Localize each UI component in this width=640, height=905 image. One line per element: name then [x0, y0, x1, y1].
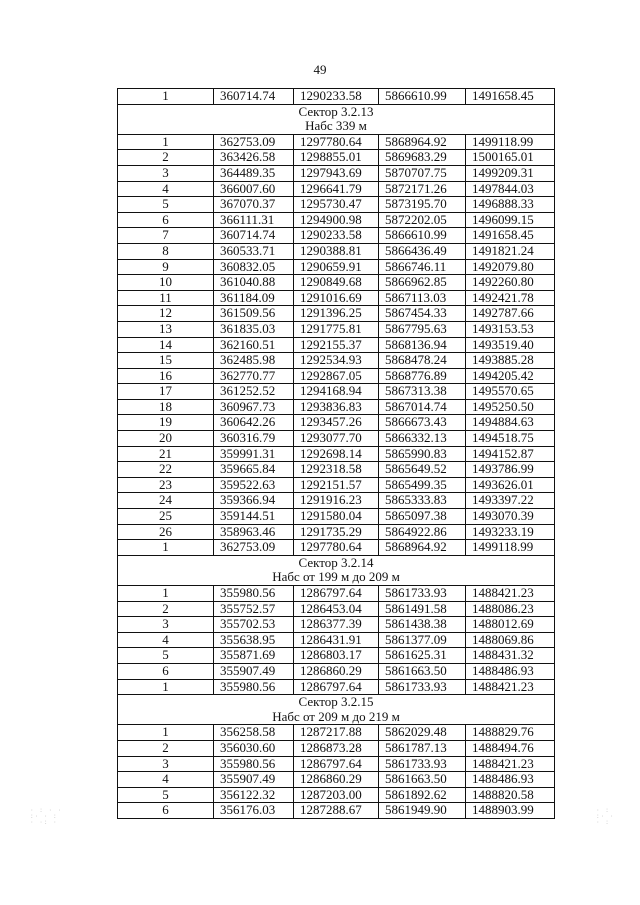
point-number-cell: 4: [118, 632, 214, 648]
table-row: [118, 243, 555, 259]
coordinate-cell: 5866962.85: [379, 275, 466, 291]
coordinate-cell: 1290659.91: [294, 259, 379, 275]
point-number-cell: 19: [118, 415, 214, 431]
point-number-cell: 6: [118, 663, 214, 679]
point-number-cell: 5: [118, 648, 214, 664]
point-number-cell: 6: [118, 803, 214, 819]
coordinate-cell: 1291016.69: [294, 290, 379, 306]
coordinate-cell: 5867313.38: [379, 384, 466, 400]
point-number-cell: 3: [118, 165, 214, 181]
coordinate-cell: 356030.60: [214, 740, 294, 756]
coordinate-cell: 1291775.81: [294, 321, 379, 337]
coordinate-cell: 5868136.94: [379, 337, 466, 353]
coordinate-cell: 5861663.50: [379, 772, 466, 788]
sector-height-row: [118, 710, 555, 725]
table-row: [118, 275, 555, 291]
coordinate-cell: 5861787.13: [379, 740, 466, 756]
coordinate-cell: 1492421.78: [466, 290, 555, 306]
coordinate-cell: 1494152.87: [466, 446, 555, 462]
coordinate-cell: 5861733.93: [379, 756, 466, 772]
coordinate-cell: 1286803.17: [294, 648, 379, 664]
coordinate-cell: 356258.58: [214, 725, 294, 741]
table-row: [118, 212, 555, 228]
coordinate-cell: 1500165.01: [466, 150, 555, 166]
sector-height: Набс от 199 м до 209 м: [118, 570, 555, 585]
coordinate-cell: 1292318.58: [294, 462, 379, 478]
point-number-cell: 2: [118, 150, 214, 166]
coordinate-cell: 362770.77: [214, 368, 294, 384]
coordinate-cell: 355638.95: [214, 632, 294, 648]
coordinate-cell: 5866610.99: [379, 89, 466, 105]
coordinate-cell: 364489.35: [214, 165, 294, 181]
coordinate-cell: 1499209.31: [466, 165, 555, 181]
table-row: [118, 462, 555, 478]
coordinate-cell: 1297780.64: [294, 540, 379, 556]
coordinate-cell: 5867454.33: [379, 306, 466, 322]
table-row: [118, 259, 555, 275]
point-number-cell: 2: [118, 601, 214, 617]
sector-title-row: [118, 555, 555, 570]
coordinate-cell: 1488820.58: [466, 787, 555, 803]
coordinate-cell: 1488012.69: [466, 617, 555, 633]
point-number-cell: 14: [118, 337, 214, 353]
coordinate-cell: 355907.49: [214, 663, 294, 679]
table-row: [118, 725, 555, 741]
coordinate-cell: 1488421.23: [466, 756, 555, 772]
table-row: [118, 803, 555, 819]
sector-title: Сектор 3.2.15: [118, 695, 555, 710]
coordinate-cell: 1492260.80: [466, 275, 555, 291]
point-number-cell: 1: [118, 89, 214, 105]
point-number-cell: 25: [118, 509, 214, 525]
coordinate-cell: 1491658.45: [466, 228, 555, 244]
coordinate-cell: 360967.73: [214, 399, 294, 415]
coordinate-cell: 362753.09: [214, 134, 294, 150]
sector-height: Набс от 209 м до 219 м: [118, 710, 555, 725]
coordinate-cell: 5872202.05: [379, 212, 466, 228]
table-row: [118, 648, 555, 664]
sector-height-row: [118, 570, 555, 585]
coordinate-cell: 5861892.62: [379, 787, 466, 803]
table-row: [118, 353, 555, 369]
page-number: 49: [313, 62, 327, 77]
coordinate-cell: 362160.51: [214, 337, 294, 353]
coordinate-cell: 1493233.19: [466, 524, 555, 540]
coordinate-cell: 1493153.53: [466, 321, 555, 337]
coordinate-cell: 1287288.67: [294, 803, 379, 819]
table-row: [118, 337, 555, 353]
point-number-cell: 3: [118, 756, 214, 772]
sector-title: Сектор 3.2.14: [118, 555, 555, 570]
coordinate-cell: 5861438.38: [379, 617, 466, 633]
coordinate-cell: 5861949.90: [379, 803, 466, 819]
table-row: [118, 617, 555, 633]
coordinate-cell: 359665.84: [214, 462, 294, 478]
table-row: [118, 632, 555, 648]
coordinate-cell: 5861491.58: [379, 601, 466, 617]
coordinate-cell: 5861733.93: [379, 679, 466, 695]
coordinate-cell: 5861733.93: [379, 586, 466, 602]
table-row: [118, 290, 555, 306]
table-row: [118, 165, 555, 181]
point-number-cell: 8: [118, 243, 214, 259]
coordinate-cell: 1286797.64: [294, 586, 379, 602]
coordinate-cell: 1494884.63: [466, 415, 555, 431]
point-number-cell: 1: [118, 725, 214, 741]
coordinate-cell: 1488086.23: [466, 601, 555, 617]
coordinate-cell: 355907.49: [214, 772, 294, 788]
coordinate-cell: 5868964.92: [379, 540, 466, 556]
point-number-cell: 22: [118, 462, 214, 478]
coordinate-cell: 1290233.58: [294, 89, 379, 105]
coordinate-cell: 359991.31: [214, 446, 294, 462]
coordinate-cell: 5867014.74: [379, 399, 466, 415]
coordinate-cell: 1292534.93: [294, 353, 379, 369]
table-row: [118, 197, 555, 213]
coordinate-cell: 1295730.47: [294, 197, 379, 213]
point-number-cell: 1: [118, 679, 214, 695]
coordinate-cell: 1496888.33: [466, 197, 555, 213]
coordinate-cell: 1493519.40: [466, 337, 555, 353]
table-row: [118, 540, 555, 556]
coordinate-cell: 5866436.49: [379, 243, 466, 259]
coordinate-cell: 1293457.26: [294, 415, 379, 431]
point-number-cell: 18: [118, 399, 214, 415]
coordinate-cell: 355871.69: [214, 648, 294, 664]
point-number-cell: 4: [118, 772, 214, 788]
coordinate-cell: 361835.03: [214, 321, 294, 337]
table-row: [118, 477, 555, 493]
coordinate-cell: 1495250.50: [466, 399, 555, 415]
coordinate-cell: 5866332.13: [379, 431, 466, 447]
point-number-cell: 24: [118, 493, 214, 509]
coordinate-cell: 5873195.70: [379, 197, 466, 213]
coordinate-cell: 1286873.28: [294, 740, 379, 756]
coordinate-cell: 1291916.23: [294, 493, 379, 509]
coordinate-cell: 360642.26: [214, 415, 294, 431]
coordinate-cell: 1297943.69: [294, 165, 379, 181]
coordinate-cell: 356122.32: [214, 787, 294, 803]
coordinate-cell: 5865649.52: [379, 462, 466, 478]
coordinate-cell: 366111.31: [214, 212, 294, 228]
coordinate-cell: 360316.79: [214, 431, 294, 447]
point-number-cell: 21: [118, 446, 214, 462]
coordinate-cell: 361509.56: [214, 306, 294, 322]
coordinate-cell: 1488494.76: [466, 740, 555, 756]
coordinate-cell: 5866610.99: [379, 228, 466, 244]
coordinate-cell: 5867795.63: [379, 321, 466, 337]
coordinate-cell: 1294900.98: [294, 212, 379, 228]
table-row: [118, 787, 555, 803]
coordinate-cell: 5866746.11: [379, 259, 466, 275]
coordinate-cell: 366007.60: [214, 181, 294, 197]
point-number-cell: 13: [118, 321, 214, 337]
sector-title: Сектор 3.2.13: [118, 104, 555, 119]
point-number-cell: 9: [118, 259, 214, 275]
coordinate-cell: 355980.56: [214, 679, 294, 695]
table-row: [118, 524, 555, 540]
point-number-cell: 4: [118, 181, 214, 197]
coordinates-table: [117, 88, 555, 819]
coordinate-cell: 1493626.01: [466, 477, 555, 493]
coordinate-cell: 5870707.75: [379, 165, 466, 181]
coordinate-cell: 362485.98: [214, 353, 294, 369]
coordinate-cell: 1287217.88: [294, 725, 379, 741]
coordinate-cell: 1491821.24: [466, 243, 555, 259]
coordinate-cell: 355980.56: [214, 586, 294, 602]
table-row: [118, 384, 555, 400]
coordinate-cell: 5865499.35: [379, 477, 466, 493]
coordinate-cell: 367070.37: [214, 197, 294, 213]
coordinate-cell: 361040.88: [214, 275, 294, 291]
coordinate-cell: 363426.58: [214, 150, 294, 166]
point-number-cell: 7: [118, 228, 214, 244]
point-number-cell: 1: [118, 134, 214, 150]
point-number-cell: 20: [118, 431, 214, 447]
coordinate-cell: 1488829.76: [466, 725, 555, 741]
sector-height-row: [118, 119, 555, 134]
coordinate-cell: 1286431.91: [294, 632, 379, 648]
table-row: [118, 663, 555, 679]
coordinate-cell: 355752.57: [214, 601, 294, 617]
coordinate-cell: 1496099.15: [466, 212, 555, 228]
coordinate-cell: 1493070.39: [466, 509, 555, 525]
coordinate-cell: 5865097.38: [379, 509, 466, 525]
point-number-cell: 12: [118, 306, 214, 322]
point-number-cell: 26: [118, 524, 214, 540]
point-number-cell: 10: [118, 275, 214, 291]
table-row: [118, 228, 555, 244]
point-number-cell: 5: [118, 787, 214, 803]
coordinate-cell: 1494205.42: [466, 368, 555, 384]
table-row: [118, 399, 555, 415]
table-row: [118, 586, 555, 602]
coordinate-cell: 1494518.75: [466, 431, 555, 447]
coordinate-cell: 1493397.22: [466, 493, 555, 509]
coordinate-cell: 1488903.99: [466, 803, 555, 819]
point-number-cell: 15: [118, 353, 214, 369]
coordinate-cell: 359522.63: [214, 477, 294, 493]
coordinates-table-body: [118, 89, 555, 819]
table-row: [118, 679, 555, 695]
coordinate-cell: 1291580.04: [294, 509, 379, 525]
coordinate-cell: 1495570.65: [466, 384, 555, 400]
coordinate-cell: 5865333.83: [379, 493, 466, 509]
table-row: [118, 89, 555, 105]
coordinate-cell: 1488421.23: [466, 679, 555, 695]
coordinate-cell: 1298855.01: [294, 150, 379, 166]
coordinate-cell: 360714.74: [214, 228, 294, 244]
coordinate-cell: 5865990.83: [379, 446, 466, 462]
coordinate-cell: 5862029.48: [379, 725, 466, 741]
coordinate-cell: 5868964.92: [379, 134, 466, 150]
coordinate-cell: 1291735.29: [294, 524, 379, 540]
coordinate-cell: 1488486.93: [466, 772, 555, 788]
coordinate-cell: 358963.46: [214, 524, 294, 540]
coordinate-cell: 355702.53: [214, 617, 294, 633]
coordinate-cell: 5861377.09: [379, 632, 466, 648]
coordinate-cell: 1488069.86: [466, 632, 555, 648]
point-number-cell: 6: [118, 212, 214, 228]
point-number-cell: 3: [118, 617, 214, 633]
table-row: [118, 181, 555, 197]
scan-artifact-right: · : :· · · :: [596, 807, 615, 826]
coordinate-cell: 5868478.24: [379, 353, 466, 369]
coordinate-cell: 1293836.83: [294, 399, 379, 415]
point-number-cell: 16: [118, 368, 214, 384]
coordinate-cell: 361252.52: [214, 384, 294, 400]
coordinate-cell: 359144.51: [214, 509, 294, 525]
coordinate-cell: 1294168.94: [294, 384, 379, 400]
coordinate-cell: 1286377.39: [294, 617, 379, 633]
scan-artifact-left: · : · · :· · : · ·: ·: [30, 807, 63, 826]
coordinate-cell: 356176.03: [214, 803, 294, 819]
table-row: [118, 150, 555, 166]
coordinate-cell: 1292151.57: [294, 477, 379, 493]
coordinate-cell: 1499118.99: [466, 134, 555, 150]
coordinate-cell: 1293077.70: [294, 431, 379, 447]
point-number-cell: 11: [118, 290, 214, 306]
coordinate-cell: 1287203.00: [294, 787, 379, 803]
coordinate-cell: 1290849.68: [294, 275, 379, 291]
coordinate-cell: 1286860.29: [294, 772, 379, 788]
coordinate-cell: 5872171.26: [379, 181, 466, 197]
coordinate-cell: 5866673.43: [379, 415, 466, 431]
table-row: [118, 601, 555, 617]
table-row: [118, 431, 555, 447]
coordinate-cell: 1493885.28: [466, 353, 555, 369]
coordinate-cell: 1488421.23: [466, 586, 555, 602]
coordinate-cell: 1493786.99: [466, 462, 555, 478]
coordinate-cell: 5868776.89: [379, 368, 466, 384]
point-number-cell: 17: [118, 384, 214, 400]
coordinate-cell: 1488431.32: [466, 648, 555, 664]
point-number-cell: 1: [118, 540, 214, 556]
table-row: [118, 306, 555, 322]
coordinate-cell: 1497844.03: [466, 181, 555, 197]
coordinate-cell: 1286453.04: [294, 601, 379, 617]
coordinate-cell: 360533.71: [214, 243, 294, 259]
coordinate-cell: 1290388.81: [294, 243, 379, 259]
coordinate-cell: 359366.94: [214, 493, 294, 509]
coordinate-cell: 5861663.50: [379, 663, 466, 679]
coordinate-cell: 5861625.31: [379, 648, 466, 664]
coordinate-cell: 1488486.93: [466, 663, 555, 679]
coordinate-cell: 1291396.25: [294, 306, 379, 322]
table-row: [118, 321, 555, 337]
coordinate-cell: 1491658.45: [466, 89, 555, 105]
coordinate-cell: 1292867.05: [294, 368, 379, 384]
table-row: [118, 134, 555, 150]
coordinate-cell: 1492079.80: [466, 259, 555, 275]
table-row: [118, 493, 555, 509]
table-row: [118, 446, 555, 462]
table-row: [118, 368, 555, 384]
table-row: [118, 772, 555, 788]
point-number-cell: 5: [118, 197, 214, 213]
coordinate-cell: 1286860.29: [294, 663, 379, 679]
coordinate-cell: 5869683.29: [379, 150, 466, 166]
coordinate-cell: 1290233.58: [294, 228, 379, 244]
coordinate-cell: 1297780.64: [294, 134, 379, 150]
coordinate-cell: 5867113.03: [379, 290, 466, 306]
coordinate-cell: 5864922.86: [379, 524, 466, 540]
coordinate-cell: 1292155.37: [294, 337, 379, 353]
point-number-cell: 23: [118, 477, 214, 493]
table-row: [118, 756, 555, 772]
sector-title-row: [118, 695, 555, 710]
sector-height: Набс 339 м: [118, 119, 555, 134]
coordinate-cell: 1499118.99: [466, 540, 555, 556]
point-number-cell: 2: [118, 740, 214, 756]
coordinate-cell: 1292698.14: [294, 446, 379, 462]
table-row: [118, 740, 555, 756]
point-number-cell: 1: [118, 586, 214, 602]
coordinate-cell: 355980.56: [214, 756, 294, 772]
sector-title-row: [118, 104, 555, 119]
coordinate-cell: 360714.74: [214, 89, 294, 105]
coordinate-cell: 360832.05: [214, 259, 294, 275]
table-row: [118, 509, 555, 525]
coordinate-cell: 362753.09: [214, 540, 294, 556]
coordinate-cell: 361184.09: [214, 290, 294, 306]
coordinate-cell: 1296641.79: [294, 181, 379, 197]
coordinate-cell: 1286797.64: [294, 679, 379, 695]
table-row: [118, 415, 555, 431]
coordinate-cell: 1286797.64: [294, 756, 379, 772]
coordinate-cell: 1492787.66: [466, 306, 555, 322]
